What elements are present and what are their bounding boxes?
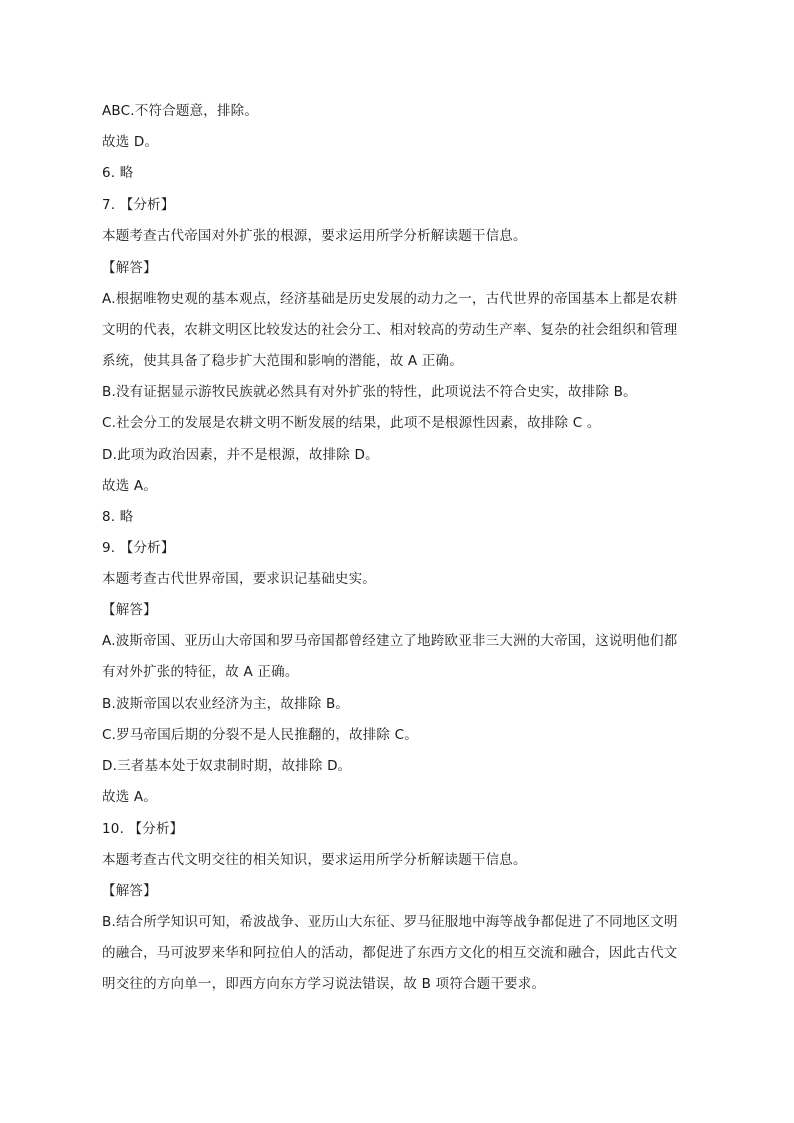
text-line: 【解答】: [102, 260, 157, 276]
text-line: 本题考查古代世界帝国，要求识记基础史实。: [102, 571, 376, 587]
text-line: 故选 A。: [102, 478, 158, 494]
text-line: 文明的代表，农耕文明区比较发达的社会分工、相对较高的劳动生产率、复杂的社会组织和管理: [102, 322, 678, 338]
text-line: B.结合所学知识可知，希波战争、亚历山大东征、罗马征服地中海等战争都促进了不同地区文明: [102, 914, 678, 930]
text-line: D.三者基本处于奴隶制时期，故排除 D。: [102, 758, 352, 774]
text-line: C.社会分工的发展是农耕文明不断发展的结果，此项不是根源性因素，故排除 C 。: [102, 415, 601, 431]
text-line: 【解答】: [102, 883, 157, 899]
text-line: B.波斯帝国以农业经济为主，故排除 B。: [102, 696, 350, 712]
text-line: 10. 【分析】: [102, 821, 184, 837]
text-line: A.波斯帝国、亚历山大帝国和罗马帝国都曾经建立了地跨欧亚非三大洲的大帝国，这说明他们都: [102, 633, 678, 649]
text-line: 有对外扩张的特征，故 A 正确。: [102, 664, 299, 680]
text-line: 6. 略: [102, 165, 134, 181]
text-line: 的融合，马可波罗来华和阿拉伯人的活动，都促进了东西方文化的相互交流和融合，因此古代文: [102, 945, 678, 961]
text-line: 本题考查古代帝国对外扩张的根源，要求运用所学分析解读题干信息。: [102, 228, 527, 244]
text-line: ABC.不符合题意，排除。: [102, 103, 259, 119]
text-line: 故选 D。: [102, 134, 159, 150]
text-line: 9. 【分析】: [102, 540, 175, 556]
text-line: 8. 略: [102, 509, 134, 525]
text-line: 【解答】: [102, 602, 157, 618]
text-line: C.罗马帝国后期的分裂不是人民推翻的，故排除 C。: [102, 727, 418, 743]
text-line: D.此项为政治因素，并不是根源，故排除 D。: [102, 447, 379, 463]
text-line: 系统，使其具备了稳步扩大范围和影响的潜能，故 A 正确。: [102, 353, 463, 369]
text-line: A.根据唯物史观的基本观点，经济基础是历史发展的动力之一，古代世界的帝国基本上都是农耕: [102, 291, 678, 307]
text-line: B.没有证据显示游牧民族就必然具有对外扩张的特性，此项说法不符合史实，故排除 B。: [102, 384, 637, 400]
text-line: 故选 A。: [102, 789, 158, 805]
text-line: 明交往的方向单一，即西方向东方学习说法错误，故 B 项符合题干要求。: [102, 976, 546, 992]
text-line: 7. 【分析】: [102, 197, 175, 213]
text-line: 本题考查古代文明交往的相关知识，要求运用所学分析解读题干信息。: [102, 852, 527, 868]
